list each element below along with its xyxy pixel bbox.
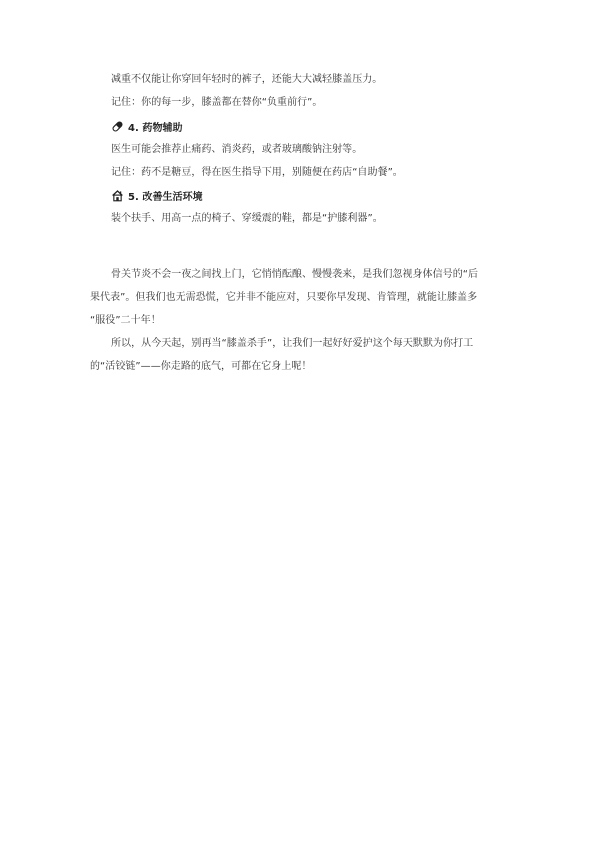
paragraph-medication-note: 记住：药不是糖豆，得在医生指导下用，别随便在药店“自助餐”。 <box>111 167 403 178</box>
final-paragraph-line-1: 所以，从今天起，别再当“膝盖杀手”，让我们一起好好爱护这个每天默默为你打工 <box>111 338 474 349</box>
house-icon <box>111 189 124 202</box>
paragraph-weight-note: 记住：你的每一步，膝盖都在替你“负重前行”。 <box>111 97 323 108</box>
closing-paragraph-line-1: 骨关节炎不会一夜之间找上门，它悄悄酝酿、慢慢袭来，是我们忽视身体信号的“后 <box>111 269 479 280</box>
heading-medication <box>111 120 183 136</box>
paragraph-weight-loss: 减重不仅能让你穿回年轻时的裤子，还能大大减轻膝盖压力。 <box>111 74 383 85</box>
closing-paragraph-line-2: 果代表”。但我们也无需恐慌，它并非不能应对，只要你早发现、肯管理，就能让膝盖多 <box>90 292 478 303</box>
heading-environment-text: 5. 改善生活环境 <box>128 192 203 203</box>
paragraph-medication: 医生可能会推荐止痛药、消炎药，或者玻璃酸钠注射等。 <box>111 144 363 155</box>
closing-paragraph-line-3: “服役”二十年！ <box>90 315 161 326</box>
heading-medication-text: 4. 药物辅助 <box>128 123 183 134</box>
heading-environment <box>111 189 203 205</box>
paragraph-environment: 装个扶手、用高一点的椅子、穿缓震的鞋，都是“护膝利器”。 <box>111 213 383 224</box>
final-paragraph-line-2: 的“活铰链”——你走路的底气，可都在它身上呢！ <box>90 361 312 372</box>
pill-icon <box>111 120 124 133</box>
